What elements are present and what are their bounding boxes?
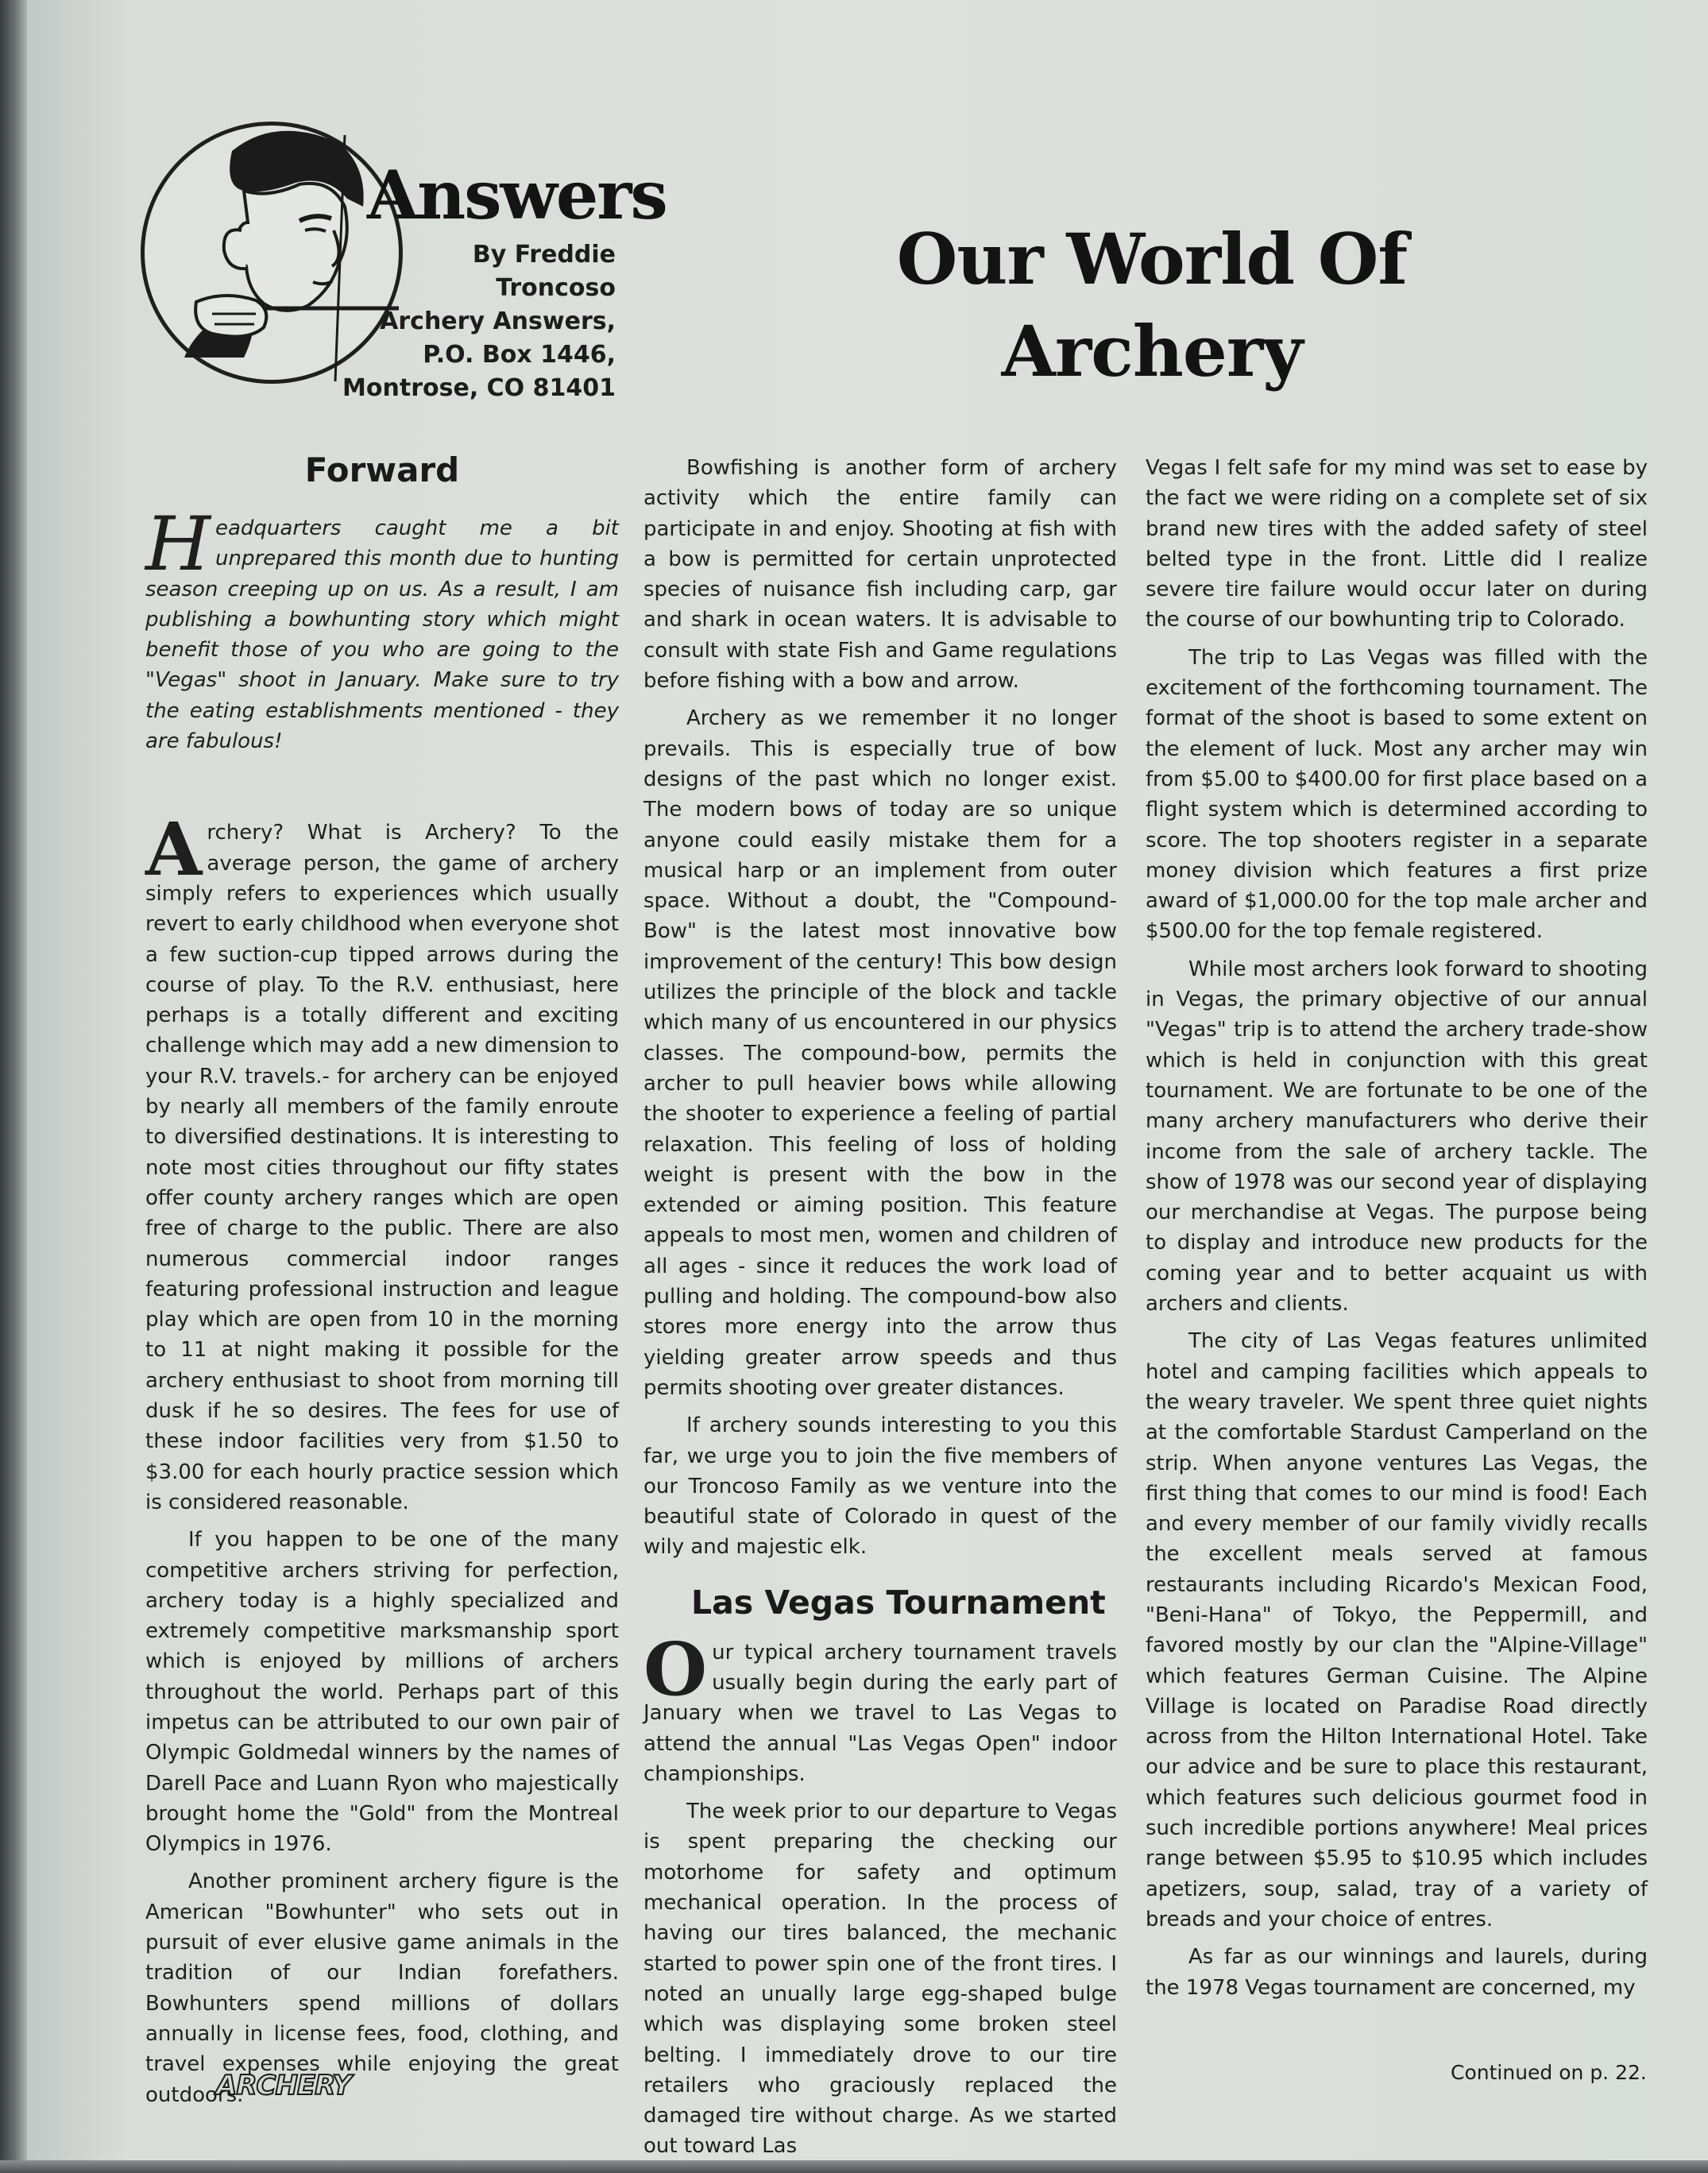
byline-org: Archery Answers, <box>380 307 616 335</box>
paragraph: The week prior to our departure to Vegas is spent preparing the checking our motorhome for safety and optimum mechanical operation. In the process of having our tires balanced, the mechanic started to power spin one of the front tires. I noted an unually large egg-shaped bulge which was displaying some broken steel belting. I immediately drove to our tire retailers who graciously replaced the damaged tire without charge. As we started out toward Las <box>643 1800 1117 2159</box>
paragraph: Bowfishing is another form of archery activity which the entire family can participate in and enjoy. Shooting at fish with a bow is permitted for certain unprotected species of nuisance fish including carp, gar and shark in ocean waters. It is advisable to consult with state Fish and Game regulations before fishing with a bow and arrow. <box>643 456 1117 694</box>
dropcap-h: H <box>145 501 211 588</box>
byline-author-last: Troncoso <box>496 274 616 302</box>
paragraph: Vegas I felt safe for my mind was set to ease by the fact we were riding on a complete set of six brand new tires with the added safety of steel belted type in the front. Little did I realize severe tire failure would occur later on during the course of our bowhunting trip to Colorado. <box>1146 456 1648 632</box>
byline-city: Montrose, CO 81401 <box>342 374 616 402</box>
paragraph: If you happen to be one of the many competitive archers striving for perfection, archery today is a highly specialized and extremely competitive marksmanship sport which is enjoyed by millions of archers throughout the world. Perhaps part of this impetus can be attributed to our own pair of Olympic Goldmedal winners by the names of Darell Pace and Luann Ryon who majestically brought home the "Gold" from the Montreal Olympics in 1976. <box>145 1528 619 1857</box>
intro-paragraph: Headquarters caught me a bit unprepared this month due to hunting season creeping up on us. As a result, I am publishing a bowhunting story which might benefit those of you who are going to the "Vegas" shoot in January. Make sure to try the eating establishments mentioned - they are fabulous! <box>145 501 619 754</box>
paragraph: Archery as we remember it no longer prevails. This is especially true of bow designs of the past which no longer exist. The modern bows of today are so unique anyone could easily mistake them for a musical harp or an implement from outer space. Without a doubt, the "Compound-Bow" is the latest most innovative bow improvement of the century! This bow design utilizes the principle of the block and tackle which many of us encountered in our physics classes. The compound-bow, permits the archer to pull heavier bows while allowing the shooter to experience a feeling of partial relaxation. This feeling of loss of holding weight is present with the bow in the extended or aiming position. This feature appeals to most men, women and children of all ages - since it reduces the work load of pulling and holding. The compound-bow also stores more energy into the arrow thus yielding greater arrow speeds and thus permits shooting over greater distances. <box>643 706 1117 1400</box>
paragraph: Archery? What is Archery? To the average person, the game of archery simply refers to experiences which usually revert to early childhood when everyone shot a few suction-cup tipped arrows during the course of play. To the R.V. enthusiast, here perhaps is a totally different and exciting challenge which may add a new dimension to your R.V. travels.- for archery can be enjoyed by nearly all members of the family enroute to diversified destinations. It is interesting to note most cities throughout our fifty states offer county archery ranges which are open free of charge to the public. There are also numerous commercial indoor ranges featuring professional instruction and league play which are open from 10 in the morning to 11 at night making it possible for the archery enthusiast to shoot from morning till dusk if he so desires. The fees for use of these indoor facilities very from $1.50 to $3.00 for each hourly practice session which is considered reasonable. <box>145 806 619 1514</box>
binding-spine <box>0 0 27 2173</box>
column-middle <box>643 453 1117 2169</box>
article-title <box>818 213 1486 397</box>
column-right <box>1146 453 1648 2010</box>
paragraph: The city of Las Vegas features unlimited hotel and camping facilities which appeals to the weary traveler. We spent three quiet nights at the comfortable Stardust Camperland on the strip. When anyone ventures Las Vegas, the first thing that comes to our mind is food! Each and every member of our family vividly recalls the excellent meals served at famous restaurants including Ricardo's Mexican Food, "Beni-Hana" of Tokyo, the Peppermill, and favored mostly by our clan the "Alpine-Village" which features German Cuisine. The Alpine Village is located on Paradise Road directly across from the Hilton International Hotel. Take our advice and be sure to place this restaurant, which features such delicious gourmet food in such incredible portions anywhere! Meal prices range between $5.95 to $10.95 which includes apetizers, soup, salad, tray of a variety of breads and your choice of entres. <box>1146 1329 1648 1931</box>
paragraph: Our typical archery tournament travels usually begin during the early part of January when we travel to Las Vegas to attend the annual "Las Vegas Open" indoor championships. <box>643 1626 1117 1786</box>
paragraph: Another prominent archery figure is the American "Bowhunter" who sets out in pursuit of ever elusive game animals in the tradition of our Indian forefathers. Bowhunters spend millions of dollars annually in license fees, food, clothing, and travel expenses while enjoying the great outdoors. <box>145 1869 619 2107</box>
dropcap-o: O <box>643 1626 708 1712</box>
column-title: Answers <box>367 156 667 234</box>
page-edge <box>0 2160 1708 2173</box>
column-left <box>145 447 619 2117</box>
byline <box>342 238 616 405</box>
paragraph: While most archers look forward to shooting in Vegas, the primary objective of our annual "Vegas" trip is to attend the archery trade-show which is held in conjunction with this great tournament. We are fortunate to be one of the many archery manufacturers who derive their income from the sale of archery tackle. The show of 1978 was our second year of displaying our merchandise at Vegas. The purpose being to display and introduce new products for the coming year and to better acquaint us with archers and clients. <box>1146 957 1648 1317</box>
forward-heading: Forward <box>304 450 460 489</box>
magazine-logo: ARCHERY <box>216 2070 351 2101</box>
article-title-line2: Archery <box>1001 310 1303 392</box>
continued-note: Continued on p. 22. <box>1451 2061 1647 2084</box>
byline-author-first: By Freddie <box>472 241 616 269</box>
article-title-line1: Our World Of <box>896 218 1408 300</box>
dropcap-a: A <box>145 806 203 893</box>
paragraph: The trip to Las Vegas was filled with the excitement of the forthcoming tournament. The format of the shoot is based to some extent on the element of luck. Most any archer may win from $5.00 to $400.00 for first place based on a flight system which is determined according to score. The top shooters register in a separate money division which features a first prize award of $1,000.00 for the top male archer and $500.00 for the top female registered. <box>1146 645 1648 944</box>
byline-po-box: P.O. Box 1446, <box>423 341 616 369</box>
paragraph: If archery sounds interesting to you this far, we urge you to join the five members of our Troncoso Family as we venture into the beautiful state of Colorado in quest of the wily and majestic elk. <box>643 1413 1117 1560</box>
paragraph: As far as our winnings and laurels, during the 1978 Vegas tournament are concerned, my <box>1146 1945 1648 2000</box>
las-vegas-heading: Las Vegas Tournament <box>691 1583 1106 1622</box>
